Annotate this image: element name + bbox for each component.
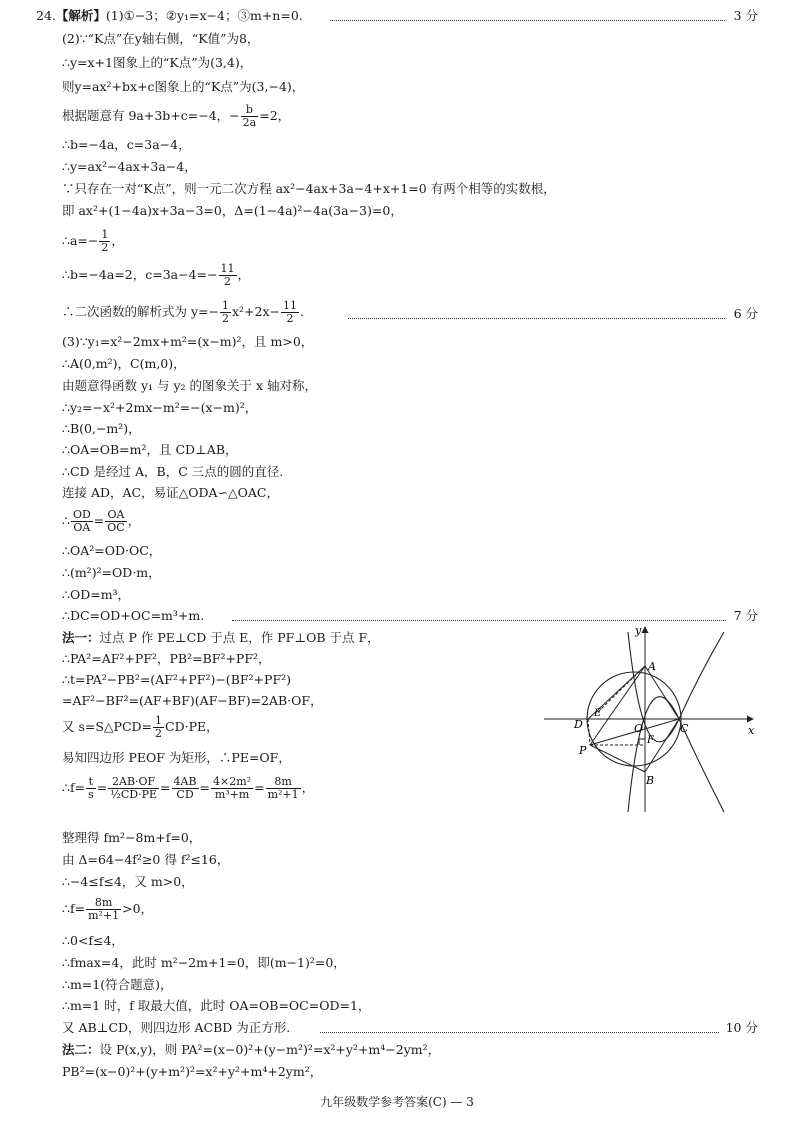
solution-line: ∴b=−4a，c=3a−4， [62,137,191,152]
line-text: = [93,513,105,528]
fraction-numerator: 4AB [173,775,197,788]
label-a: A [648,660,656,673]
label-e: E [594,708,602,719]
analysis-tag: 【解析】 [55,8,106,23]
solution-line: 易知四边形 PEOF 为矩形，∴PE=OF， [62,750,291,765]
fraction-denominator: m²+1 [267,788,299,801]
fraction-denominator: s [88,788,94,801]
solution-line: 又 AB⊥CD，则四边形 ACBD 为正方形. [62,1020,291,1035]
solution-line: ∴m=1(符合题意)， [62,977,173,992]
line-text: ∴f= [62,780,86,795]
fraction-numerator: OD [72,508,91,521]
fraction-numerator: 1 [101,228,109,241]
solution-line [62,715,219,740]
fraction [86,776,96,801]
line-text: ， [301,780,315,795]
solution-line: ∴t=PA²−PB²=(AF²+PF²)−(BF²+PF²) [62,672,292,687]
fraction [281,300,299,325]
fraction [108,776,159,801]
label-y: y [635,624,642,637]
solution-line: ∴DC=OD+OC=m³+m. [62,608,205,623]
fraction [220,300,231,325]
solution-line: ∴A(0,m²)，C(m,0)， [62,356,186,371]
line-text: >0， [122,901,154,916]
solution-line [62,229,124,254]
fraction-denominator: OA [73,521,91,534]
solution-line [62,509,140,534]
solution-line [62,263,250,288]
fraction [211,776,253,801]
fraction-numerator: OA [105,509,126,522]
solution-line: PB²=(x−0)²+(y+m²)²=x²+y²+m⁴+2ym²， [62,1064,323,1079]
fraction [71,509,93,534]
method-label: 法一： [62,630,100,645]
line-text: (1)①−3；②y₁=x−4；③m+n=0. [105,8,303,23]
solution-line: ∴B(0,−m²)， [62,421,141,436]
solution-line: 连接 AD，AC，易证△ODA∽△OAC， [62,485,279,500]
label-d: D [574,718,583,731]
fraction-denominator: m³+m [214,788,250,801]
solution-line: 由 Δ=64−4f²≥0 得 f²≤16， [62,852,230,867]
solution-line: ∵只存在一对“K点”，则一元二次方程 ax²−4ax+3a−4+x+1=0 有两个相等的实数根， [62,181,556,196]
line-text: ∴a=− [62,233,99,248]
line-text: ， [237,267,251,282]
solution-line: ∴OD=m³， [62,587,131,602]
line-text: ∴ [62,513,70,528]
solution-line [62,630,380,646]
label-f: F [647,735,654,746]
line-text: 过点 P 作 PE⊥CD 于点 E，作 PF⊥OB 于点 F， [99,630,380,645]
line-text: 设 P(x,y)，则 PA²=(x−0)²+(y−m²)²=x²+y²+m⁴−2ym²， [99,1042,441,1057]
fraction [86,897,121,922]
solution-line: ∴OA²=OD·OC， [62,543,162,558]
solution-line: ∴y=x+1图象上的“K点”为(3,4)， [62,55,253,70]
fraction-numerator: t [86,776,96,789]
fraction-numerator: 1 [155,714,163,727]
line-text: . [300,304,304,319]
fraction [153,715,164,740]
solution-line: ∴0<f≤4， [62,933,124,948]
score-mark: 6 分 [733,306,758,321]
label-b: B [646,774,655,787]
solution-line: ∴(m²)²=OD·m， [62,565,161,580]
fraction-numerator: 11 [283,299,297,312]
fraction-denominator: OC [107,521,125,534]
solution-line [62,1042,440,1058]
line-text: ∴b=−4a=2，c=3a−4=− [62,267,218,282]
solution-line: (3)∵y₁=x²−2mx+m²=(x−m)²，且 m>0， [62,334,314,349]
label-p: P [579,744,587,757]
solution-line [36,8,303,24]
fraction-denominator: 2 [224,275,231,288]
fraction [266,776,301,801]
line-text: 根据题意有 9a+3b+c=−4，− [62,108,240,123]
fraction-denominator: CD [176,788,194,801]
line-text: ∴二次函数的解析式为 y=− [62,304,219,319]
fraction-numerator: 4×2m² [213,775,252,788]
line-text: = [96,780,108,795]
line-text: = [199,780,211,795]
fraction [105,509,126,534]
fraction-numerator: 11 [220,262,235,275]
line-text: x²+2x− [231,304,280,319]
line-text: CD·PE， [165,719,219,734]
solution-line: ∴y₂=−x²+2mx−m²=−(x−m)²， [62,400,258,415]
solution-line [62,897,153,922]
solution-line [62,104,290,129]
solution-line: ∴y=ax²−4ax+3a−4， [62,159,197,174]
fraction-numerator: 2AB·OF [108,776,159,789]
fraction-numerator: 8m [86,897,121,910]
solution-line: 则y=ax²+bx+c图象上的“K点”为(3,−4)， [62,79,305,94]
fraction-numerator: 1 [221,299,229,312]
score-mark: 10 分 [725,1020,758,1035]
fraction-denominator: m²+1 [88,909,120,922]
solution-line: 整理得 fm²−8m+f=0， [62,830,202,845]
segment-ac [645,666,679,719]
line-text: 又 s=S△PCD= [62,719,153,734]
geometry-figure [540,622,760,818]
method-label: 法二： [62,1042,100,1057]
dot-leader [330,20,725,21]
dashed-ea [598,666,645,712]
right-angle-mark [639,739,645,745]
label-x: x [748,724,755,737]
label-c: C [680,722,689,735]
dot-leader [320,1032,719,1033]
line-text: = [160,780,171,795]
fraction [219,263,237,288]
score-mark: 3 分 [733,8,758,23]
solution-line: ∴OA=OB=m²，且 CD⊥AB， [62,442,238,457]
solution-line: ∴−4≤f≤4，又 m>0， [62,874,194,889]
fraction [99,229,110,254]
fraction-numerator: 8m [266,776,301,789]
dot-leader [348,318,725,319]
solution-line: 由题意得函数 y₁ 与 y₂ 的图象关于 x 轴对称， [62,378,318,393]
solution-line [62,300,304,325]
fraction [172,776,199,801]
page-footer: 九年级数学参考答案(C) — 3 [320,1095,474,1109]
solution-line [62,776,314,801]
solution-line: ∴fmax=4，此时 m²−2m+1=0，即(m−1)²=0， [62,955,346,970]
line-text: = [254,780,265,795]
fraction-numerator: b [241,104,259,117]
problem-number: 24. [36,8,56,23]
fraction-denominator: ½CD·PE [110,788,158,801]
line-text: =2， [259,108,291,123]
dot-leader [232,620,726,621]
solution-line: ∴m=1 时，f 取最大值，此时 OA=OB=OC=OD=1， [62,998,371,1013]
solution-line: 即 ax²+(1−4a)x+3a−3=0，Δ=(1−4a)²−4a(3a−3)=0， [62,203,403,218]
solution-line: ∴CD 是经过 A，B，C 三点的圆的直径. [62,464,284,479]
fraction-denominator: 2 [155,727,163,740]
fraction-denominator: 2 [101,241,109,254]
solution-line: ∴PA²=AF²+PF²，PB²=BF²+PF²， [62,651,271,666]
fraction-denominator: 2a [242,116,257,129]
line-text: ， [111,233,124,248]
score-mark: 7 分 [733,608,758,623]
label-o: O [634,722,644,735]
solution-line: (2)∵“K点”在y轴右侧，“K值”为8， [62,31,260,46]
solution-line: =AF²−BF²=(AF+BF)(AF−BF)=2AB·OF， [62,693,323,708]
line-text: ， [127,513,141,528]
fraction-denominator: 2 [221,312,229,325]
fraction [241,104,259,129]
fraction-denominator: 2 [286,312,294,325]
line-text: ∴f= [62,901,86,916]
